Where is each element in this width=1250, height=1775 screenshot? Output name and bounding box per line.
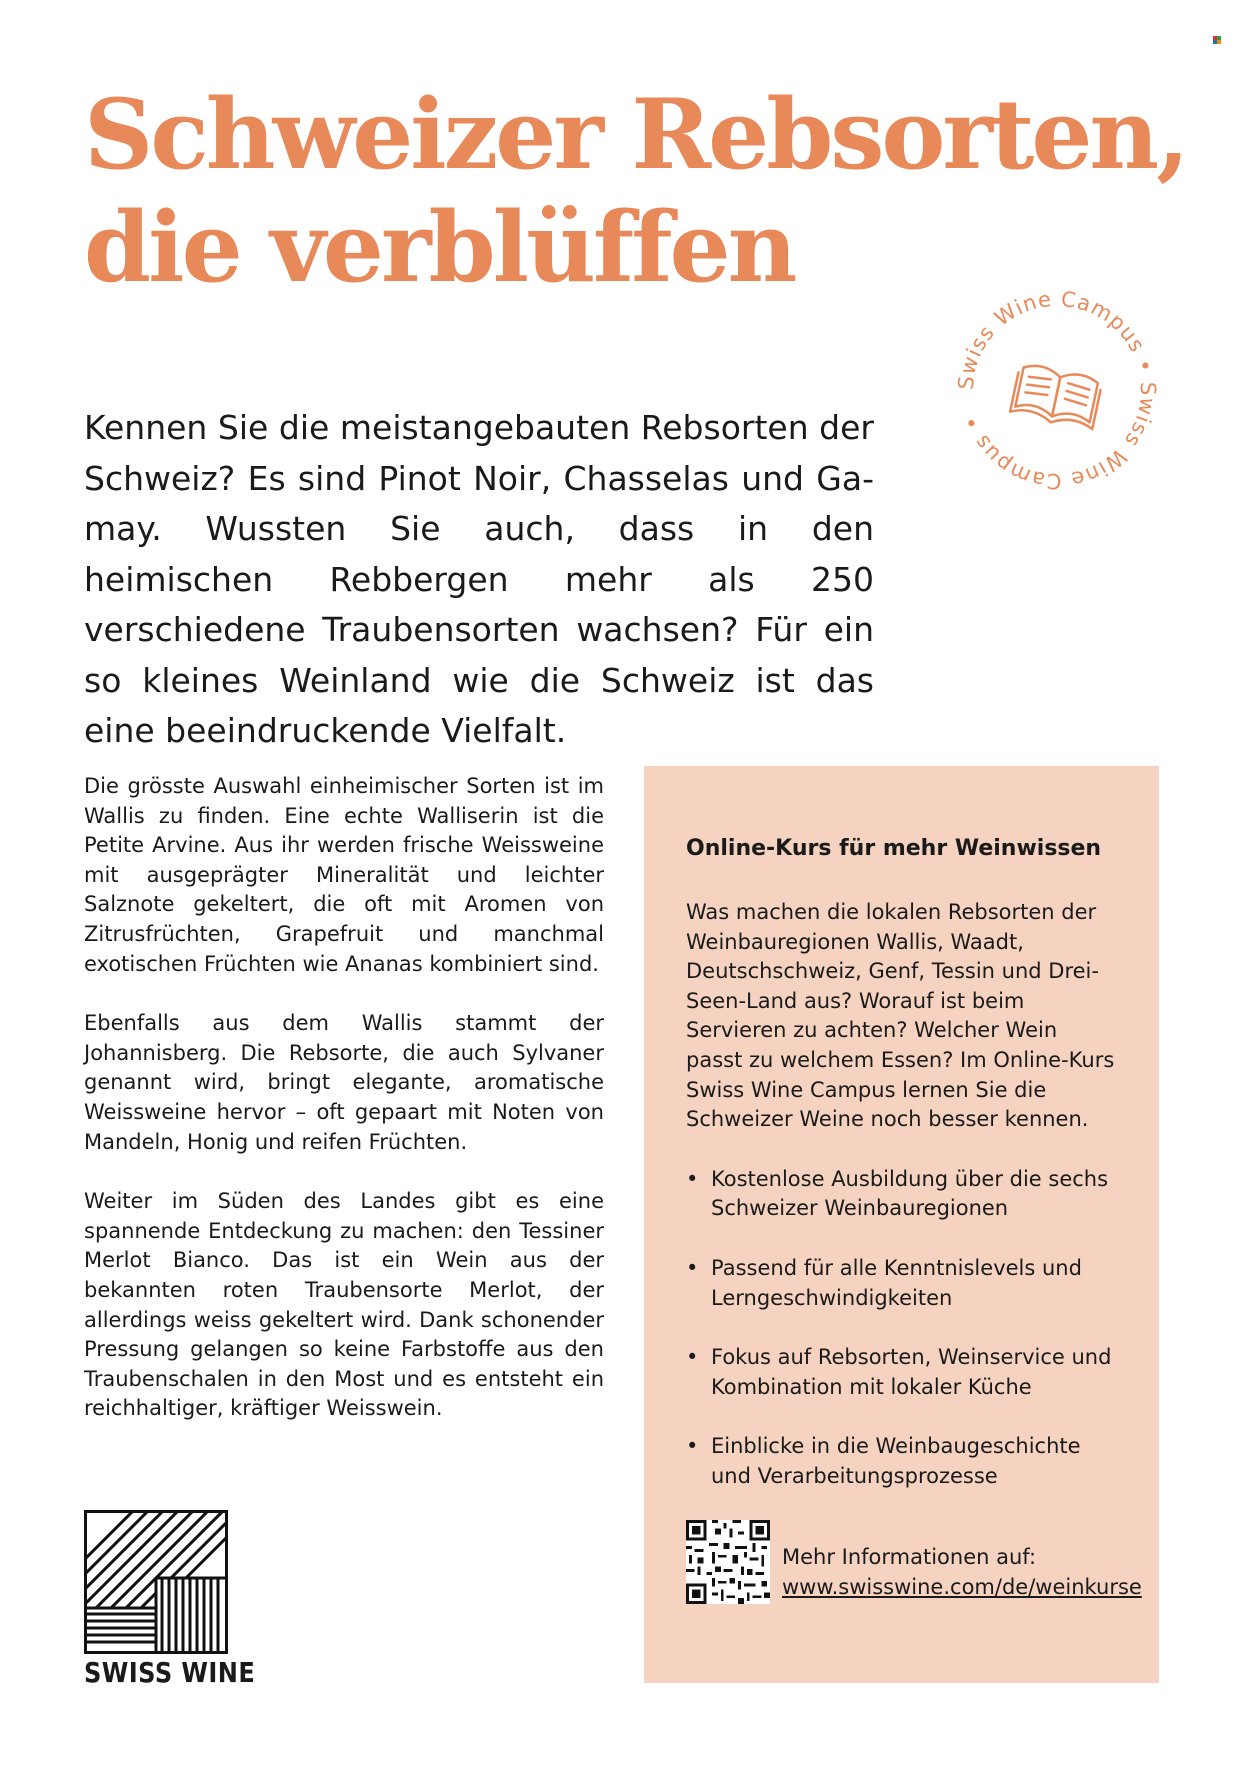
feature-list-item: • Einblicke in die Weinbaugeschichte und Verarbeitungsprozesse — [686, 1434, 1081, 1488]
online-course-box — [644, 766, 1159, 1683]
course-link[interactable]: www.swisswine.com/de/weinkurse — [782, 1575, 1142, 1599]
more-info-label: Mehr Informationen auf: — [782, 1545, 1037, 1569]
info-box-title: Online-Kurs für mehr Weinwissen — [686, 836, 1102, 861]
intro-paragraph: Kennen Sie die meistangebauten Rebsorten der Schweiz? Es sind Pinot Noir, Chasselas und Gamay. Wussten Sie auch, dass in den heimischen Rebbergen mehr als 250 verschiedene Traubensorten wachsen? Für ein so kleines Weinland wie die Schweiz ist das eine beeindruckende Vielfalt. — [84, 408, 874, 750]
feature-list-item: • Kostenlose Ausbildung über die sechs Schweizer Weinbauregionen — [686, 1166, 1109, 1221]
headline-line-2: die verblüffen — [84, 191, 795, 304]
bullet-dot: • — [686, 1255, 699, 1280]
qr-code-icon[interactable] — [686, 1520, 770, 1604]
body-paragraph-merlot-bianco: Weiter im Süden des Landes gibt es eine spannende Entdeckung zu machen: den Tessiner Merlot Bianco. Das ist ein Wein aus der bekannten roten Traubensorte Merlot, der allerdings weiss gekeltert wird. Dank schonender Pressung gelangen so keine Farbstoffe aus den Traubenschalen in den Most und es entsteht ein reichhaltiger, kräftiger Weisswein. — [84, 1189, 604, 1421]
feature-list-item: • Fokus auf Rebsorten, Weinservice und Kombination mit lokaler Küche — [686, 1345, 1112, 1399]
brand-name: SWISS WINE — [84, 1656, 256, 1689]
headline-line-1: Schweizer Rebsorten, — [84, 78, 1187, 191]
feature-list-item: • Passend für alle Kenntnislevels und Lerngeschwindigkeiten — [686, 1255, 1082, 1310]
body-paragraph-johannisberg: Ebenfalls aus dem Wallis stammt der Johannisberg. Die Rebsorte, die auch Sylvaner genannt wird, bringt elegante, aromatische Weissweine hervor – oft gepaart mit Noten von Mandeln, Honig und reifen Früchten. — [84, 1011, 604, 1154]
bullet-dot: • — [686, 1345, 699, 1370]
info-box-text: Was machen die lokalen Rebsorten der Weinbauregionen Wallis, Waadt, Deutschschweiz, Genf, Tessin und Drei-Seen-Land aus? Worauf ist beim Servieren zu achten? Welcher Wein passt zu welchem Essen? Im Online-Kurs Swiss Wine Campus lernen Sie die Schweizer Weine noch besser kennen. — [686, 900, 1115, 1132]
color-marker-icon — [1213, 36, 1221, 44]
swiss-wine-logo-icon — [84, 1510, 228, 1654]
more-info-text — [782, 1542, 1142, 1602]
bullet-dot: • — [686, 1434, 699, 1459]
body-paragraph-petite-arvine: Die grösste Auswahl einheimischer Sorten ist im Wallis zu finden. Eine echte Walliserin ist die Petite Arvine. Aus ihr werden frische Weissweine mit ausgeprägter Mineralität und leichter Salznote gekeltert, die oft mit Aromen von Zitrusfrüchten, Grapefruit und manchmal exotischen Früchten wie Ananas kombiniert sind. — [84, 774, 604, 976]
swiss-wine-campus-stamp — [952, 285, 1162, 495]
bullet-dot: • — [686, 1166, 699, 1191]
open-book-icon — [1010, 362, 1103, 431]
headline — [84, 78, 1187, 304]
stamp-ring-text: Swiss Wine Campus • Swiss Wine Campus • — [953, 286, 1161, 494]
feature-list — [686, 1165, 1117, 1492]
more-info-row — [686, 1520, 1142, 1604]
left-column — [84, 772, 604, 1454]
